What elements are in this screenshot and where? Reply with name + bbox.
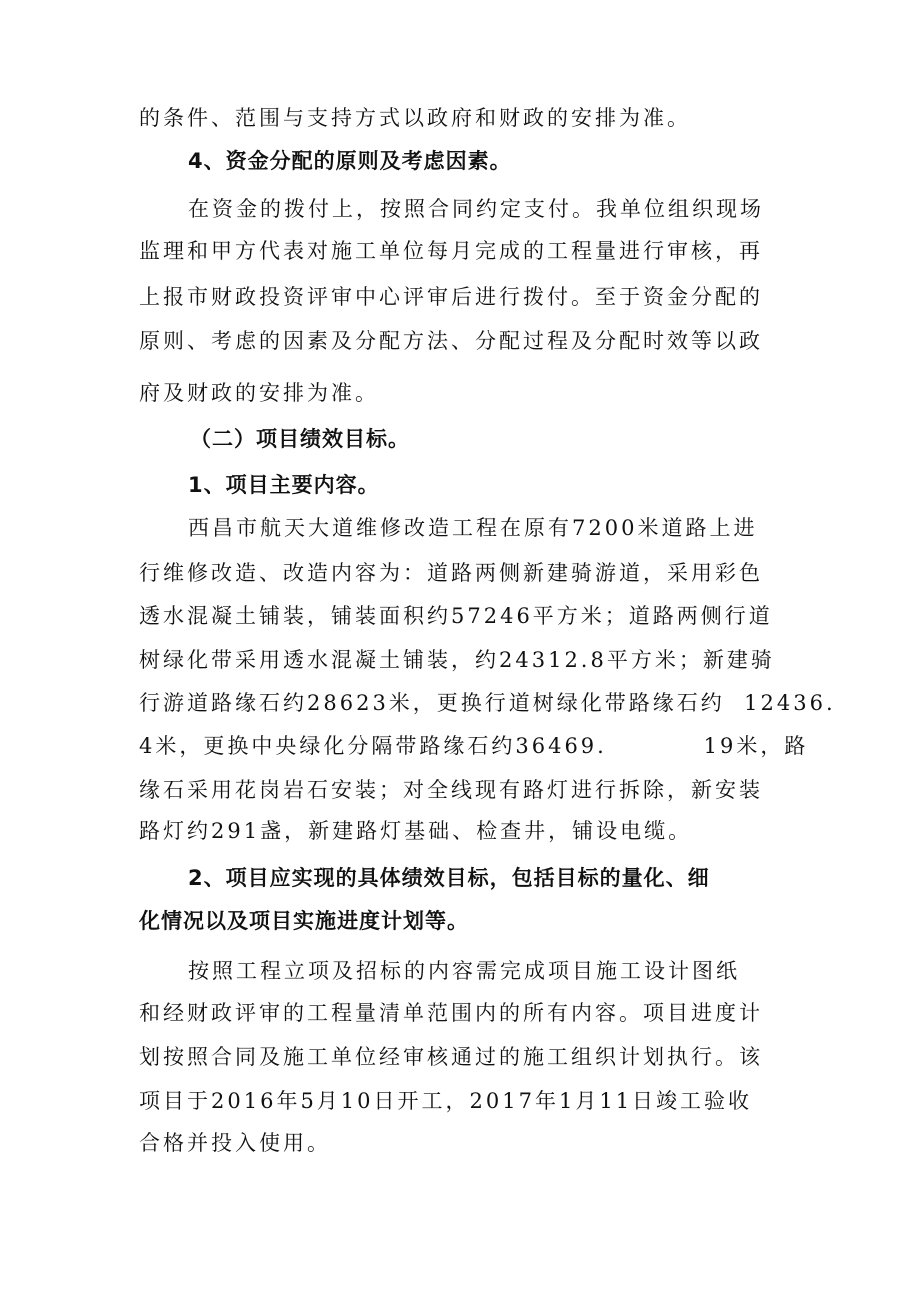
paragraph-text: 行维修改造、改造内容为：道路两侧新建骑游道，采用彩色 — [139, 561, 763, 585]
subsection-heading-specific-goals-cont: 化情况以及项目实施进度计划等。 — [139, 909, 469, 933]
paragraph-text: 行游道路缘石约28623米，更换行道树绿化带路缘石约 12436. — [139, 691, 836, 715]
section-heading-performance-goals: （二）项目绩效目标。 — [190, 427, 410, 451]
paragraph-text: 按照工程立项及招标的内容需完成项目施工设计图纸 — [188, 959, 740, 983]
paragraph-text: 府及财政的安排为准。 — [139, 381, 379, 405]
paragraph-text: 的条件、范围与支持方式以政府和财政的安排为准。 — [139, 106, 691, 130]
paragraph-text: 路灯约291盏，新建路灯基础、检查井，铺设电缆。 — [139, 819, 693, 843]
section-heading-fund-allocation: 4、资金分配的原则及考虑因素。 — [188, 149, 512, 173]
paragraph-text: 上报市财政投资评审中心评审后进行拨付。至于资金分配的 — [139, 285, 763, 309]
subsection-heading-main-content: 1、项目主要内容。 — [188, 473, 380, 497]
paragraph-text: 原则、考虑的因素及分配方法、分配过程及分配时效等以政 — [139, 329, 763, 353]
paragraph-text: 缘石采用花岗岩石安装；对全线现有路灯进行拆除，新安装 — [139, 778, 763, 802]
paragraph-text: 项目于2016年5月10日开工，2017年1月11日竣工验收 — [139, 1089, 753, 1113]
paragraph-text: 和经财政评审的工程量清单范围内的所有内容。项目进度计 — [139, 1001, 763, 1025]
paragraph-text: 透水混凝土铺装，铺装面积约57246平方米；道路两侧行道 — [139, 604, 773, 628]
paragraph-text: 树绿化带采用透水混凝土铺装，约24312.8平方米；新建骑 — [139, 648, 775, 672]
paragraph-text: 合格并投入使用。 — [139, 1131, 331, 1155]
paragraph-text: 监理和甲方代表对施工单位每月完成的工程量进行审核，再 — [139, 239, 763, 263]
paragraph-text: 在资金的拨付上，按照合同约定支付。我单位组织现场 — [188, 197, 764, 221]
paragraph-text: 4米，更换中央绿化分隔带路缘石约36469. 19米，路 — [139, 734, 809, 758]
subsection-heading-specific-goals: 2、项目应实现的具体绩效目标，包括目标的量化、细 — [188, 866, 710, 890]
paragraph-text: 划按照合同及施工单位经审核通过的施工组织计划执行。该 — [139, 1045, 763, 1069]
paragraph-text: 西昌市航天大道维修改造工程在原有7200米道路上进 — [188, 516, 758, 540]
